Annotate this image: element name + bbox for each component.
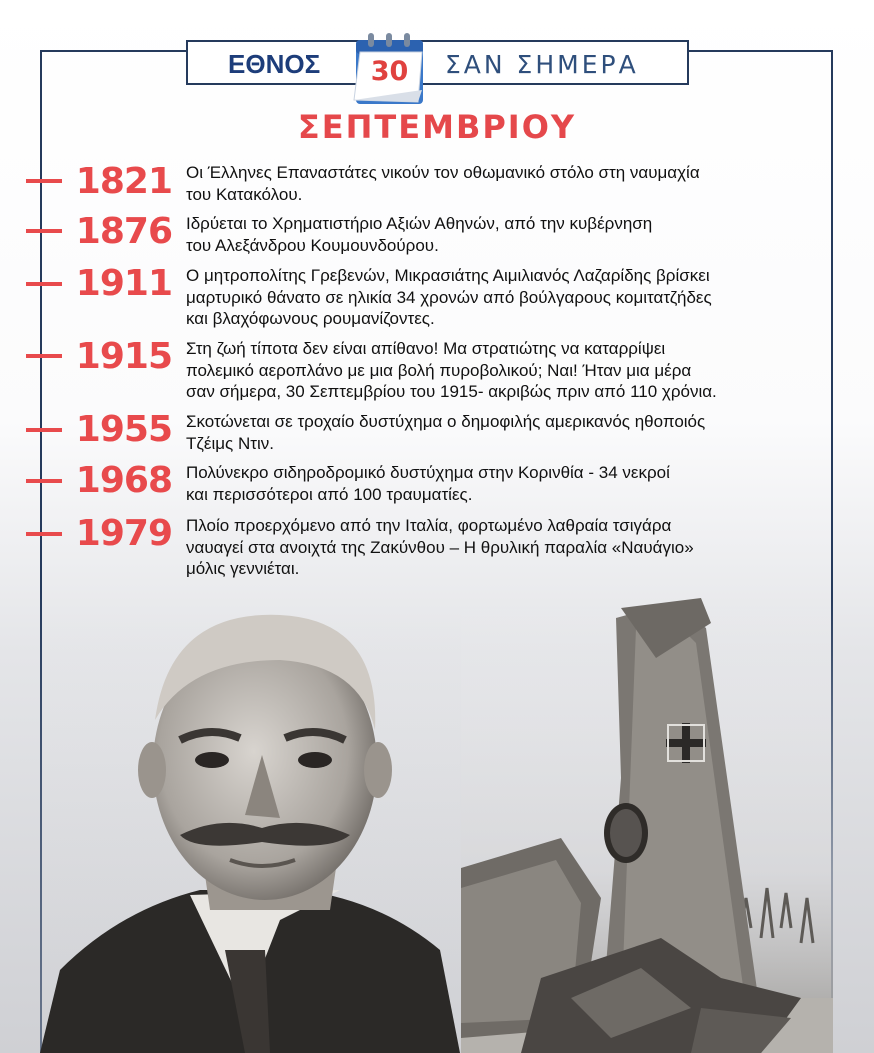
event-dash <box>26 479 62 483</box>
event-dash <box>26 229 62 233</box>
brand-logo: ΕΘΝΟΣ <box>228 49 321 79</box>
calendar-day: 30 <box>370 56 409 87</box>
event-text: Ιδρύεται το Χρηματιστήριο Αξιών Αθηνών, από την κυβέρνηση του Αλεξάνδρου Κουμουνδούρου. <box>186 214 653 255</box>
event-text: Πολύνεκρο σιδηροδρομικό δυστύχημα στην Κορινθία - 34 νεκροί και περισσότεροι από 100 τραυματίες. <box>186 463 670 504</box>
plane-wreck-photo <box>461 598 833 1053</box>
event-dash <box>26 282 62 286</box>
event-dash <box>26 179 62 183</box>
event-year: 1955 <box>75 409 172 450</box>
event-text: Ο μητροπολίτης Γρεβενών, Μικρασιάτης Αιμιλιανός Λαζαρίδης βρίσκει μαρτυρικό θάνατο σε ηλικία 34 χρονών από βούλγαρους κομιτατζήδες και βλαχόφωνους ρουμανίζοντες. <box>186 266 712 328</box>
header-subtitle: ΣΑΝ ΣΗΜΕΡΑ <box>445 50 639 79</box>
event-year: 1911 <box>75 263 172 304</box>
event-year: 1979 <box>75 513 172 554</box>
event-text: Οι Έλληνες Επαναστάτες νικούν τον οθωμανικό στόλο στη ναυμαχία του Κατακόλου. <box>186 163 700 204</box>
event-dash <box>26 532 62 536</box>
event-year: 1968 <box>75 460 172 501</box>
month-title: ΣΕΠΤΕΜΒΡΙΟΥ <box>297 108 577 146</box>
event-year: 1915 <box>75 336 172 377</box>
event-year: 1821 <box>75 161 172 202</box>
event-text: Στη ζωή τίποτα δεν είναι απίθανο! Μα στρατιώτης να καταρρίψει πολεμικό αεροπλάνο με μια βολή πυροβολικού; Ναι! Ήταν μια μέρα σαν σήμερα, 30 Σεπτεμβρίου του 1915- ακριβώς πριν από 110 χρόνια. <box>186 339 717 401</box>
event-dash <box>26 428 62 432</box>
event-text: Πλοίο προερχόμενο από την Ιταλία, φορτωμένο λαθραία τσιγάρα ναυαγεί στα ανοιχτά της Ζακύνθου – Η θρυλική παραλία «Ναυάγιο» μόλις γεννιέται. <box>186 516 694 578</box>
portrait-photo <box>40 590 460 1053</box>
event-year: 1876 <box>75 211 172 252</box>
event-dash <box>26 354 62 358</box>
event-text: Σκοτώνεται σε τροχαίο δυστύχημα ο δημοφιλής αμερικανός ηθοποιός Τζέιμς Ντιν. <box>186 412 706 453</box>
